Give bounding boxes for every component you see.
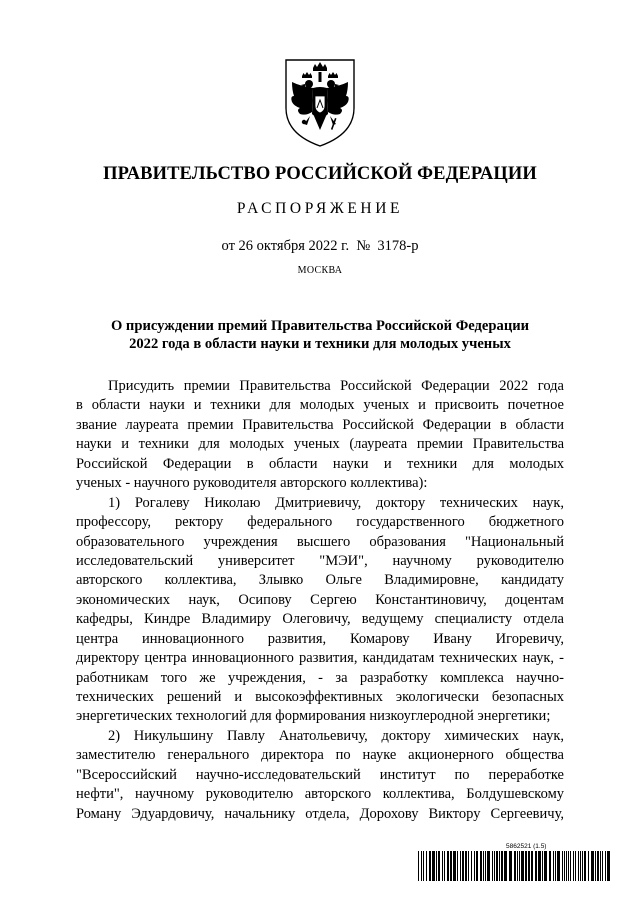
body-line: энергетических технологий для формирования низкоуглеродной энергетики; bbox=[76, 708, 551, 725]
body-line: Роману Эдуардовичу, начальнику отдела, Дорохову Виктору Сергеевичу, bbox=[76, 805, 564, 822]
document-heading bbox=[60, 317, 580, 353]
document-type: РАСПОРЯЖЕНИЕ bbox=[236, 200, 404, 217]
body-line: работникам того же учреждения, - за разработку комплекса научно- bbox=[76, 669, 564, 686]
document-city: МОСКВА bbox=[297, 265, 343, 276]
body-line: заместителю генерального директора по науке акционерного общества bbox=[76, 747, 564, 764]
document-footer bbox=[418, 842, 610, 881]
body-line: Присудить премии Правительства Российской Федерации 2022 года bbox=[108, 378, 564, 394]
body-line: ученых - научного руководителя авторского коллектива): bbox=[76, 475, 428, 492]
body-line: экономических наук, Осипову Сергею Константиновичу, доцентам bbox=[76, 591, 564, 608]
document-date-number: от 26 октября 2022 г. № 3178-р bbox=[221, 238, 419, 254]
body-line: 2) Никульшину Павлу Анатольевичу, доктору химических наук, bbox=[108, 727, 564, 744]
body-line: авторского коллектива, Злывко Ольге Владимировне, кандидату bbox=[76, 572, 564, 589]
body-line: 1) Рогалеву Николаю Дмитриевичу, доктору технических наук, bbox=[108, 494, 564, 511]
government-title: ПРАВИТЕЛЬСТВО РОССИЙСКОЙ ФЕДЕРАЦИИ bbox=[103, 164, 537, 184]
body-line: Российской Федерации в области науки и техники для молодых bbox=[76, 455, 564, 472]
body-line: центра инновационного развития, Комарову Ивану Игоревичу, bbox=[76, 630, 564, 647]
coat-of-arms-icon bbox=[280, 56, 360, 148]
body-line: технических решений и высокоэффективных экологически безопасных bbox=[76, 689, 564, 705]
body-line: в области науки и техники для молодых ученых и присвоить почетное bbox=[76, 397, 564, 414]
body-line: образовательного учреждения высшего образования "Национальный bbox=[76, 533, 564, 550]
body-line: профессору, ректору федерального государственного бюджетного bbox=[76, 514, 564, 531]
body-line: звание лауреата премии Правительства Российской Федерации в области bbox=[76, 416, 564, 433]
body-line: директору центра инновационного развития, кандидатам технических наук, - bbox=[76, 650, 564, 667]
barcode-number: 5862521 (1.5) bbox=[506, 843, 547, 850]
body-line: "Всероссийский научно-исследовательский институт по переработке bbox=[76, 766, 564, 783]
body-line: кафедры, Киндре Владимиру Олеговичу, ведущему специалисту отдела bbox=[76, 611, 564, 628]
heading-line: О присуждении премий Правительства Российской Федерации bbox=[110, 318, 530, 334]
heading-line: 2022 года в области науки и техники для молодых ученых bbox=[129, 336, 511, 352]
body-line: исследовательский университет "МЭИ", научному руководителю bbox=[76, 552, 564, 569]
barcode-icon bbox=[418, 851, 610, 881]
document-body bbox=[76, 377, 564, 824]
body-line: науки и техники для молодых ученых (лауреата премии Правительства bbox=[76, 436, 564, 453]
body-line: нефти", научному руководителю авторского коллектива, Болдушевскому bbox=[76, 786, 564, 803]
